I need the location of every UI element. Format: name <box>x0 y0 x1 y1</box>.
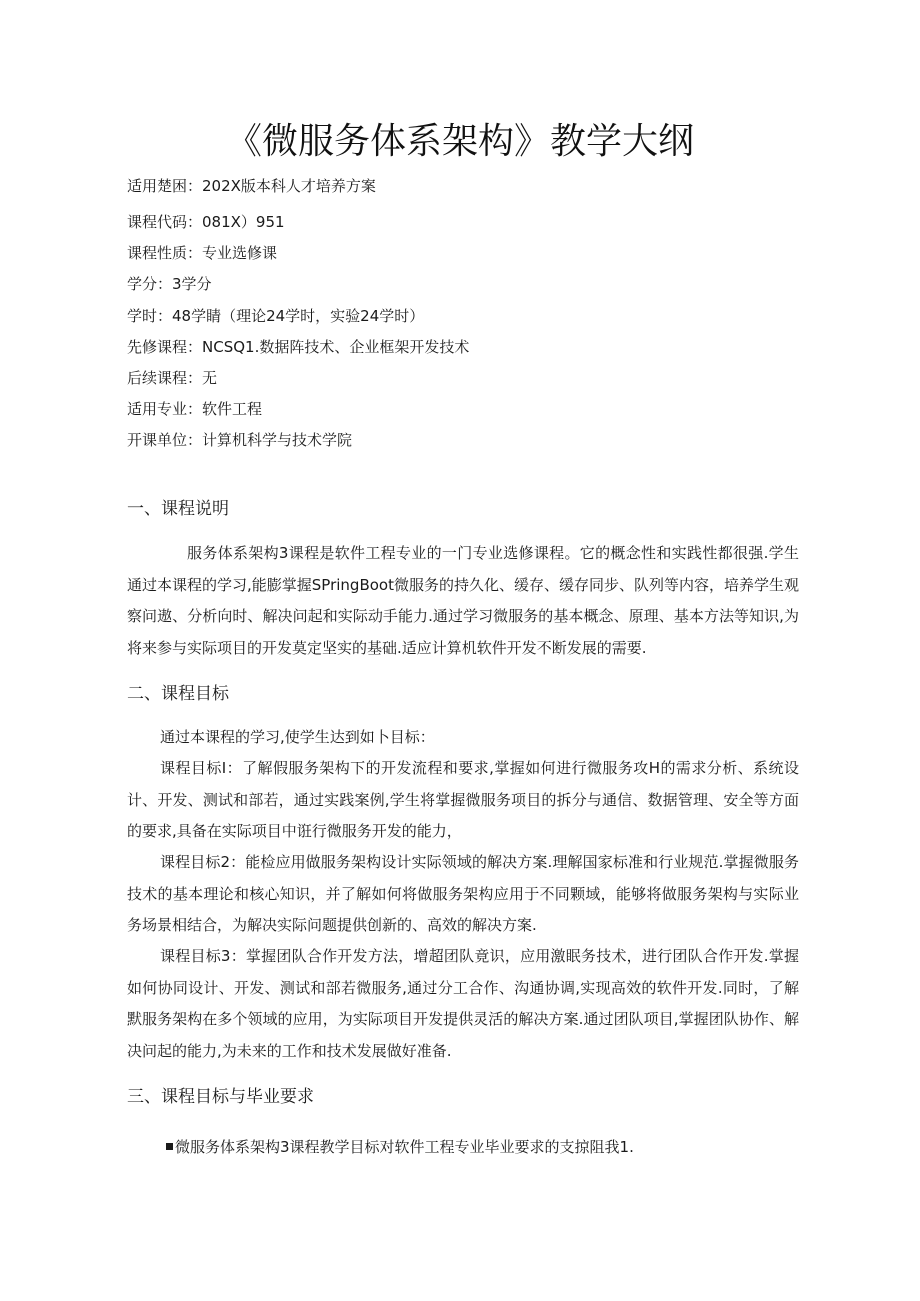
section-1-paragraph: 服务体系架构3课程是软件工程专业的一门专业选修课程。它的概念性和实践性都很强.学生通过本课程的学习,能膨掌握SPringBoot微服务的持久化、缓存、缓存同步、队列等内容，培养学生观察问遨、分析向时、解决问起和实际动手能力.通过学习微服务的基本概念、原理、基本方法等知识,为将来参与实际项目的开发莫定坚实的基础.适应计算机软件开发不断发展的需要. <box>127 544 799 657</box>
section-3-bullet <box>166 1136 634 1158</box>
meta-followup: 后续课程：无 <box>127 369 218 387</box>
section-1-heading: 一、课程说明 <box>127 499 229 519</box>
meta-prerequisites: 先修课程：NCSQ1.数据阵技术、企业框架开发技术 <box>127 338 470 356</box>
meta-scope: 适用楚困：202X版本科人才培养方案 <box>127 177 376 195</box>
meta-major: 适用专业：软件工程 <box>127 400 263 418</box>
meta-hours: 学时：48学睛（理论24学时，实验24学时） <box>127 307 425 325</box>
document-title: 《微服务体系架构》教学大纲 <box>225 121 694 162</box>
meta-credits: 学分：3学分 <box>127 275 212 293</box>
goal-2-paragraph: 课程目标2：能检应用做服务架构设计实际领域的解决方案.理解国家标准和行业规范.掌握微服务技术的基本理论和核心知识，并了解如何将做服务架构应用于不同颗域，能够将做服务架构与实际业务场景相结合，为解决实际问题提供创新的、高效的解决方案. <box>127 853 799 934</box>
bullet-square-icon <box>166 1143 173 1150</box>
meta-course-nature: 课程性质：专业选修课 <box>127 244 278 262</box>
section-2-heading: 二、课程目标 <box>127 684 229 704</box>
section-2-intro: 通过本课程的学习,使学生达到如卜目标： <box>160 728 435 746</box>
goal-3-paragraph: 课程目标3：掌握团队合作开发方法，增超团队竟识，应用激眠务技术，进行团队合作开发.掌握如何协同设计、开发、测试和部若微服务,通过分工合作、沟通协调,实现高效的软件开发.同时，了解默服务架构在多个领域的应用，为实际项目开发提供灵活的解决方案.通过团队项目,掌握团队协作、解决问起的能力,为未来的工作和技术发展做好准备. <box>127 947 799 1060</box>
meta-department: 开课单位：计算机科学与技术学院 <box>127 431 353 449</box>
section-3-heading: 三、课程目标与毕业要求 <box>127 1087 314 1107</box>
meta-course-code: 课程代码：081X）951 <box>127 213 285 231</box>
section-3-bullet-text: 微服务体系架构3课程教学目标对软件工程专业毕业要求的支掠阻我1. <box>175 1138 634 1156</box>
goal-1-paragraph: 课程目标I：了解假服务架构下的开发流程和要求,掌握如何进行微服务攻H的需求分析、系统设计、开发、测试和部若，通过实践案例,学生将掌握微服务项目的拆分与通信、数据管理、安全等方面的要求,具备在实际项目中诳行微服务开发的能力， <box>127 759 799 840</box>
